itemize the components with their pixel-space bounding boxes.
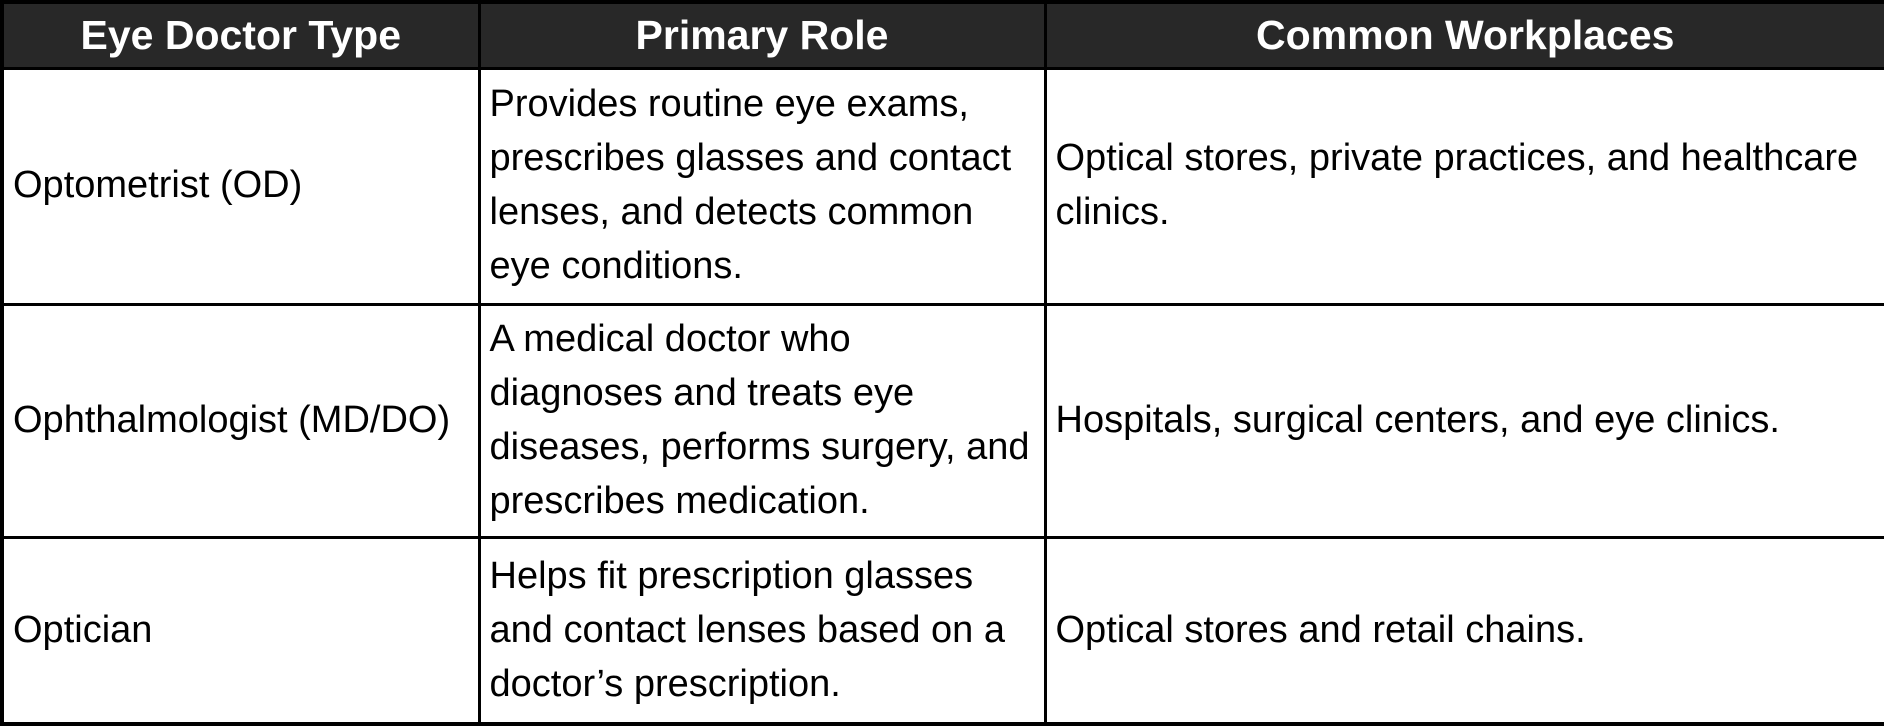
column-header-common-workplaces: Common Workplaces	[1045, 2, 1884, 68]
table-row-optometrist	[2, 68, 1884, 305]
cell-optometrist-workplaces: Optical stores, private practices, and healthcare clinics.	[1045, 68, 1884, 305]
cell-ophthalmologist-role: A medical doctor who diagnoses and treats eye diseases, performs surgery, and prescribes medication.	[479, 305, 1045, 538]
cell-optician-role: Helps fit prescription glasses and contact lenses based on a doctor’s prescription.	[479, 538, 1045, 724]
column-header-eye-doctor-type: Eye Doctor Type	[2, 2, 479, 68]
cell-optician-type: Optician	[2, 538, 479, 724]
table-row-optician	[2, 538, 1884, 724]
cell-optometrist-type: Optometrist (OD)	[2, 68, 479, 305]
cell-ophthalmologist-type: Ophthalmologist (MD/DO)	[2, 305, 479, 538]
cell-ophthalmologist-workplaces: Hospitals, surgical centers, and eye clinics.	[1045, 305, 1884, 538]
cell-optician-workplaces: Optical stores and retail chains.	[1045, 538, 1884, 724]
cell-optometrist-role: Provides routine eye exams, prescribes glasses and contact lenses, and detects common eye conditions.	[479, 68, 1045, 305]
header-row	[2, 2, 1884, 68]
table-row-ophthalmologist	[2, 305, 1884, 538]
column-header-primary-role: Primary Role	[479, 2, 1045, 68]
